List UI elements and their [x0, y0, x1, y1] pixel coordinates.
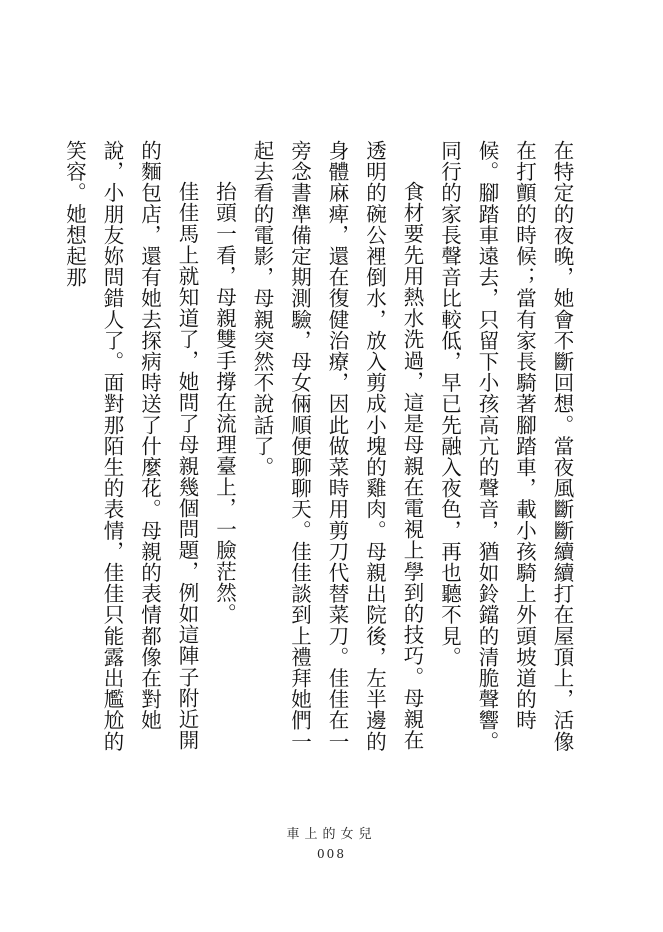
footer-page-number: 008: [317, 847, 346, 861]
paragraph-3: 抬頭一看，母親雙手撐在流理臺上，一臉茫然。: [212, 181, 237, 625]
body-text: [62, 140, 580, 760]
footer-book-title: 車上的女兒: [286, 827, 377, 842]
paragraph-4: 佳佳馬上就知道了，她問了母親幾個問題，例如這陣子附近開的麵包店，還有她去探病時送了什麼花。母親的表情都像在對她說，小朋友妳問錯人了。面對那陌生的表情，佳佳只能露出尷尬的笑容。她想起那: [62, 140, 199, 752]
paragraph-2: 食材要先用熱水洗過，這是母親在電視上學到的技巧。母親在透明的碗公裡倒水，放入剪成小塊的雞肉。母親出院後，左半邊的身體麻痺，還在復健治療，因此做菜時用剪刀代替菜刀。佳佳在一旁念書準備定期測驗，母女倆順便聊聊天。佳佳談到上禮拜她們一起去看的電影，母親突然不說話了。: [250, 140, 424, 752]
paragraph-1: 在特定的夜晚，她會不斷回想。當夜風斷斷續續打在屋頂上，活像在打顫的時候；當有家長騎著腳踏車，載小孩騎上外頭坡道的時候。腳踏車遠去，只留下小孩高亢的聲音，猶如鈴鐺的清脆聲響。同行的家長聲音比較低，早已先融入夜色，再也聽不見。: [437, 140, 574, 752]
